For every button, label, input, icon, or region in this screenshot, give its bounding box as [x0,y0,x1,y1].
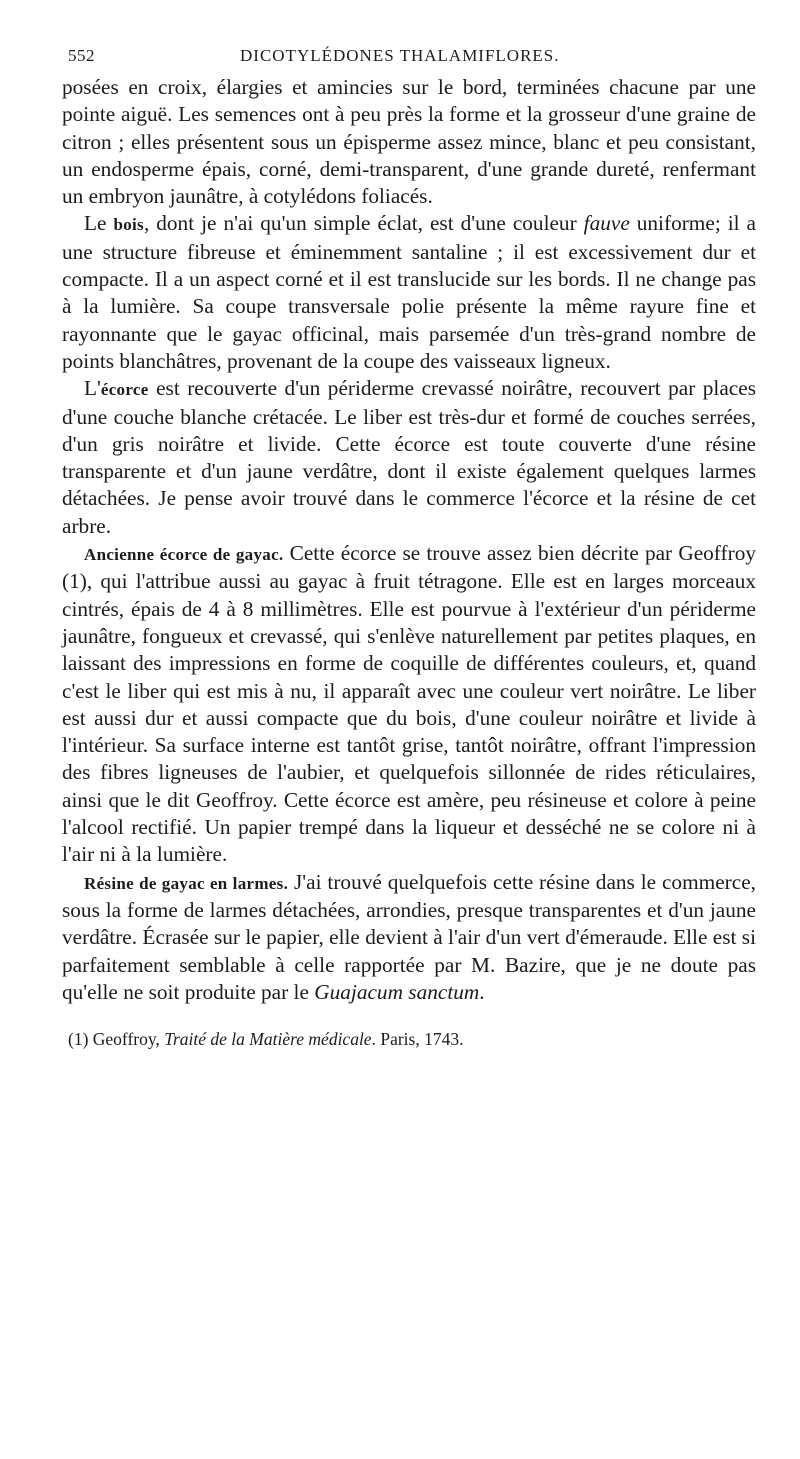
paragraph-wood-lead: Le [84,211,114,236]
term-ecorce: écorce [100,380,149,400]
paragraph-old-bark-rest: Cette écorce se trouve assez bien décrite par Geoffroy (1), qui l'attribue aussi au gayac à fruit tétragone. Elle est en larges morceaux cintrés, épais de 4 à 8 millimètres. Elle est pourvue à l'extérieur d'un périderme jaunâtre, fongueux et crevassé, qui s'enlève naturellement par petites plaques, en laissant des impressions en forme de coquille de différentes couleurs, et, quand c'est le liber qui est mis à nu, il apparaît avec une couleur vert noirâtre. Le liber est aussi dur et aussi compacte que du bois, d'une couleur noirâtre et livide à l'intérieur. Sa surface interne est tantôt grise, tantôt noirâtre, offrant l'impression des fibres ligneuses de l'aubier, et quelquefois sillonnée de rides réticulaires, ainsi que le dit Geoffroy. Cette écorce est amère, peu résineuse et colore à peine l'alcool rectifié. Un papier trempé dans la liqueur et desséché ne se colore ni à l'air ni à la lumière. [62,541,756,867]
term-fauve: fauve [583,211,630,236]
paragraph-wood [62,210,756,375]
paragraph-bark [62,375,756,540]
paragraph-bark-rest: est recouverte d'un périderme crevassé noirâtre, recouvert par places d'une couche blanche crétacée. Le liber est très-dur et formé de couches serrées, d'un gris noirâtre et livide. Cette écorce est toute couverte d'une résine transparente et d'un jaune verdâtre, dont il existe également quelques larmes détachées. Je pense avoir trouvé dans le commerce l'écorce et la résine de cet arbre. [62,376,756,538]
paragraph-resin-rest: J'ai trouvé quelquefois cette résine dans le commerce, sous la forme de larmes détachées, arrondies, presque transparentes et d'un jaune verdâtre. Écrasée sur le papier, elle devient à l'air d'un vert d'émeraude. Elle est si parfaitement semblable à celle rapportée par M. Bazire, que je ne doute pas qu'elle ne soit produite par le [62,869,756,1004]
term-resine: Résine de gayac en larmes. [84,873,289,893]
paragraph-seeds [62,74,756,210]
term-ancienne-ecorce: Ancienne écorce de gayac. [84,545,284,565]
paragraph-resin [62,869,756,1006]
book-page [62,40,756,1050]
footnote-lead: (1) Geoffroy, [68,1029,165,1050]
footnote-title: Traité de la Matière médicale [164,1029,372,1050]
body-text [62,74,756,1006]
paragraph-bark-lead: L' [84,376,101,401]
paragraph-resin-end: . [479,979,485,1004]
footnote [62,1028,756,1050]
footnote-rest: . Paris, 1743. [371,1029,464,1050]
paragraph-wood-mid: , dont je n'ai qu'un simple éclat, est d'une couleur [143,211,584,236]
running-head [62,40,756,72]
paragraph-seeds-text: posées en croix, élargies et amincies sur le bord, terminées chacune par une pointe aiguë. Les semences ont à peu près la forme et la grosseur d'une graine de citron ; elles présentent sous un épisperme assez mince, blanc et peu consistant, un endosperme épais, corné, demi-transparent, d'une grande dureté, renfermant un embryon jaunâtre, à cotylédons foliacés. [62,75,756,209]
paragraph-old-bark [62,540,756,869]
paragraph-wood-rest: uniforme; il a une structure fibreuse et éminemment santaline ; il est excessivement dur et compacte. Il a un aspect corné et il est translucide sur les bords. Il ne change pas à la lumière. Sa coupe transversale polie présente la même rayure fine et rayonnante que le gayac officinal, mais parsemée d'un très-grand nombre de points blanchâtres, provenant de la coupe des vaisseaux ligneux. [62,211,756,373]
term-guajacum-sanctum: Guajacum sanctum [314,979,480,1004]
page-number: 552 [68,46,95,65]
term-bois: bois [113,215,144,235]
running-title: DICOTYLÉDONES THALAMIFLORES. [240,46,560,65]
